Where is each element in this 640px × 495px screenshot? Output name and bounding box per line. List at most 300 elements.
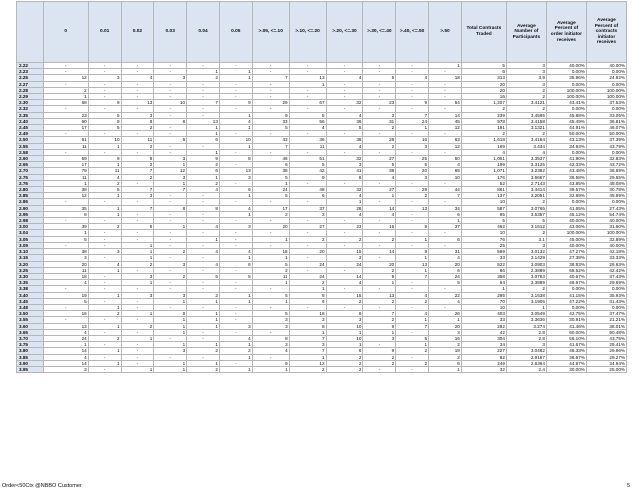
table-cell: 1	[219, 298, 252, 304]
table-cell: -	[121, 267, 154, 273]
table-cell: -	[187, 63, 220, 69]
table-cell: 36.83%	[546, 261, 586, 267]
table-cell: -	[43, 69, 88, 75]
table-cell: 2.4	[506, 366, 546, 372]
table-cell: 4	[363, 211, 396, 217]
table-cell: 41.67%	[546, 342, 586, 348]
table-cell: 8	[219, 156, 252, 162]
table-cell: -	[219, 87, 252, 93]
table-cell: -	[43, 106, 88, 112]
table-cell: 34.93%	[546, 143, 586, 149]
table-cell: 3	[252, 317, 289, 323]
table-cell: -	[363, 286, 396, 292]
table-cell: 1	[43, 342, 88, 348]
table-cell: 29	[396, 187, 429, 193]
row-label: 3.48	[17, 304, 44, 310]
table-cell: -	[187, 286, 220, 292]
table-cell: -	[88, 131, 121, 137]
table-cell: -	[429, 106, 462, 112]
table-cell: 1	[289, 286, 326, 292]
table-cell: -	[396, 366, 429, 372]
table-cell: 29.27%	[586, 354, 626, 360]
table-cell: 13	[187, 118, 220, 124]
table-cell: 249	[461, 360, 506, 366]
table-cell: 169	[461, 143, 506, 149]
column-header: >.05, <=.10	[252, 2, 289, 63]
table-cell: 7	[154, 187, 187, 193]
table-cell: 4	[43, 329, 88, 335]
table-cell: -	[187, 354, 220, 360]
table-cell: -	[219, 311, 252, 317]
row-label: 2.29	[17, 94, 44, 100]
table-cell: 3	[326, 255, 363, 261]
table-cell: 1	[154, 329, 187, 335]
table-cell: 56	[289, 118, 326, 124]
table-header	[17, 2, 627, 63]
row-label: 3.80	[17, 348, 44, 354]
table-cell: 8	[252, 335, 289, 341]
table-cell: 4	[396, 311, 429, 317]
table-cell: -	[154, 304, 187, 310]
header-row	[17, 2, 627, 63]
table-cell: -	[121, 298, 154, 304]
table-cell: 2	[121, 162, 154, 168]
table-cell: 1,051	[461, 156, 506, 162]
table-cell: -	[429, 180, 462, 186]
table-cell: 978	[461, 118, 506, 124]
table-cell: -	[363, 81, 396, 87]
table-cell: -	[154, 143, 187, 149]
table-cell: 24	[429, 273, 462, 279]
table-cell: 3	[43, 255, 88, 261]
table-cell: -	[121, 236, 154, 242]
table-cell: 0.00%	[586, 81, 626, 87]
table-cell: 1	[187, 131, 220, 137]
table-cell: -	[326, 149, 363, 155]
table-cell: -	[154, 106, 187, 112]
table-cell: 27.43%	[586, 205, 626, 211]
table-cell: -	[187, 242, 220, 248]
table-cell: 42	[289, 168, 326, 174]
table-cell: 313	[461, 75, 506, 81]
table-cell: -	[154, 125, 187, 131]
table-cell: 1	[429, 317, 462, 323]
table-cell: 2	[252, 267, 289, 273]
table-cell: 9	[88, 156, 121, 162]
table-cell: 14	[363, 249, 396, 255]
table-cell: 16	[429, 335, 462, 341]
table-cell: 1	[252, 180, 289, 186]
table-cell: 1	[363, 280, 396, 286]
row-label: 3.10	[17, 249, 44, 255]
row-label: 2.76	[17, 180, 44, 186]
row-label: 2.58	[17, 149, 44, 155]
row-label: 2.55	[17, 143, 44, 149]
table-cell: -	[154, 131, 187, 137]
table-cell: 1	[88, 360, 121, 366]
table-cell: 2	[289, 366, 326, 372]
table-cell: 1	[429, 63, 462, 69]
table-cell: -	[88, 298, 121, 304]
table-cell: 3.3636	[506, 317, 546, 323]
table-cell: -	[326, 131, 363, 137]
row-label: 3.90	[17, 360, 44, 366]
table-cell: 5	[252, 193, 289, 199]
table-cell: 4	[219, 205, 252, 211]
table-cell: 48	[289, 187, 326, 193]
table-cell: -	[187, 304, 220, 310]
table-cell: 11	[43, 174, 88, 180]
table-cell: 24	[326, 261, 363, 267]
table-cell: -	[326, 69, 363, 75]
table-cell: -	[252, 329, 289, 335]
table-cell: 43.06%	[546, 224, 586, 230]
table-cell: 38.01%	[586, 323, 626, 329]
table-cell: 3	[154, 261, 187, 267]
table-cell: -	[289, 304, 326, 310]
table-cell: 3.1538	[506, 292, 546, 298]
table-cell: 5	[252, 311, 289, 317]
row-label: 3.65	[17, 329, 44, 335]
table-cell: 45.12%	[546, 211, 586, 217]
table-cell: -	[289, 94, 326, 100]
table-cell: 9	[88, 100, 121, 106]
table-cell: 48.33%	[546, 348, 586, 354]
page-number: 5	[627, 483, 631, 489]
table-cell: 3	[121, 112, 154, 118]
table-cell: -	[289, 180, 326, 186]
table-cell: 23	[43, 112, 88, 118]
table-cell: 3.434	[506, 143, 546, 149]
column-header: Total Contracts Traded	[461, 2, 506, 63]
table-cell: 2	[326, 236, 363, 242]
table-cell: 0.00%	[546, 286, 586, 292]
table-cell: 100.00%	[586, 94, 626, 100]
table-cell: 51	[289, 156, 326, 162]
table-cell: 82	[461, 354, 506, 360]
table-cell: -	[154, 112, 187, 118]
table-cell: 3	[219, 174, 252, 180]
table-cell: 33	[461, 317, 506, 323]
table-cell: 1	[187, 149, 220, 155]
table-cell: -	[289, 218, 326, 224]
table-cell: 3.3889	[506, 280, 546, 286]
table-cell: 1	[396, 236, 429, 242]
table-cell: -	[187, 94, 220, 100]
table-cell: -	[363, 304, 396, 310]
table-cell: 2	[187, 180, 220, 186]
table-cell: 5	[289, 162, 326, 168]
table-cell: -	[396, 180, 429, 186]
table-cell: 9	[363, 273, 396, 279]
table-cell: -	[396, 304, 429, 310]
table-cell: 1	[43, 230, 88, 236]
column-header: 0	[43, 2, 88, 63]
row-label: 3.30	[17, 273, 44, 279]
row-label: 2.86	[17, 199, 44, 205]
table-cell: 7	[252, 75, 289, 81]
table-cell: -	[219, 360, 252, 366]
table-cell: 64	[461, 280, 506, 286]
table-cell: -	[154, 280, 187, 286]
table-cell: -	[252, 63, 289, 69]
row-label: 2.95	[17, 211, 44, 217]
table-cell: 32.89%	[586, 236, 626, 242]
table-cell: 0.00%	[586, 304, 626, 310]
table-cell: 4	[326, 112, 363, 118]
row-label: 3.55	[17, 317, 44, 323]
table-cell: 3.2362	[506, 168, 546, 174]
table-cell: -	[429, 304, 462, 310]
table-cell: 4	[326, 280, 363, 286]
table-cell: -	[219, 267, 252, 273]
table-cell: 3.4158	[506, 118, 546, 124]
table-cell: 12	[154, 168, 187, 174]
table-cell: 43.85%	[546, 180, 586, 186]
table-cell: -	[252, 149, 289, 155]
table-cell: -	[252, 106, 289, 112]
table-cell: 2	[506, 87, 546, 93]
table-cell: 8	[154, 205, 187, 211]
table-cell: 5	[43, 236, 88, 242]
table-cell: -	[43, 131, 88, 137]
row-label: 3.70	[17, 335, 44, 341]
table-cell: -	[396, 69, 429, 75]
table-cell: 33	[461, 255, 506, 261]
table-cell: 4	[187, 261, 220, 267]
table-cell: -	[187, 199, 220, 205]
table-cell: 13	[289, 75, 326, 81]
table-cell: 68.52%	[546, 267, 586, 273]
table-cell: 12	[43, 193, 88, 199]
table-cell: 37	[429, 224, 462, 230]
table-cell: -	[396, 87, 429, 93]
column-header	[17, 2, 44, 63]
table-cell: 9	[88, 118, 121, 124]
table-cell: 3	[121, 193, 154, 199]
table-cell: 14	[43, 360, 88, 366]
table-cell: 2	[121, 261, 154, 267]
table-cell: 45.88%	[546, 112, 586, 118]
footer-label: Order<50Ctx @NBBO Customer	[2, 483, 82, 489]
table-cell: 6	[252, 162, 289, 168]
table-cell: 17	[43, 162, 88, 168]
table-cell: 2	[461, 131, 506, 137]
table-cell: -	[121, 329, 154, 335]
table-cell: -	[252, 242, 289, 248]
table-cell: -	[396, 280, 429, 286]
table-cell: -	[429, 87, 462, 93]
table-cell: 8	[289, 292, 326, 298]
table-cell: 9	[396, 249, 429, 255]
table-cell: -	[88, 63, 121, 69]
table-cell: 36.81%	[586, 118, 626, 124]
table-cell: 2	[154, 249, 187, 255]
table-cell: 1	[154, 180, 187, 186]
table-cell: -	[252, 218, 289, 224]
table-cell: 10	[326, 335, 363, 341]
table-cell: 1	[252, 255, 289, 261]
row-label: 2.65	[17, 162, 44, 168]
table-cell: 2	[429, 342, 462, 348]
table-cell: 3.274	[506, 323, 546, 329]
table-cell: 2	[326, 298, 363, 304]
table-cell: -	[396, 94, 429, 100]
table-cell: 15	[326, 249, 363, 255]
table-cell: 1	[88, 323, 121, 329]
table-cell: 4	[219, 249, 252, 255]
row-label: 2.90	[17, 205, 44, 211]
table-cell: 2	[363, 317, 396, 323]
table-cell: 861	[461, 187, 506, 193]
table-cell: 41.15%	[546, 292, 586, 298]
table-cell: -	[429, 94, 462, 100]
table-cell: -	[363, 230, 396, 236]
table-cell: 37.39%	[586, 137, 626, 143]
table-cell: 1	[88, 162, 121, 168]
table-cell: -	[219, 218, 252, 224]
table-cell: 20	[252, 224, 289, 230]
table-cell: 20	[289, 249, 326, 255]
table-cell: 3	[154, 292, 187, 298]
table-cell: -	[219, 180, 252, 186]
table-cell: 35	[43, 205, 88, 211]
table-cell: -	[187, 280, 220, 286]
table-cell: 1,207	[461, 100, 506, 106]
table-cell: 4	[43, 354, 88, 360]
row-label: 2.49	[17, 131, 44, 137]
table-cell: -	[88, 199, 121, 205]
table-cell: 27.38%	[546, 255, 586, 261]
table-cell: 3	[289, 317, 326, 323]
table-cell: 2	[396, 348, 429, 354]
table-cell: 3	[252, 342, 289, 348]
table-cell: 13	[396, 205, 429, 211]
table-cell: -	[121, 69, 154, 75]
table-cell: 47.27%	[546, 249, 586, 255]
table-cell: 3	[121, 273, 154, 279]
table-cell: -	[289, 242, 326, 248]
table-cell: -	[43, 286, 88, 292]
table-cell: 19	[429, 348, 462, 354]
table-cell: 17	[252, 205, 289, 211]
table-cell: 1	[121, 335, 154, 341]
table-cell: 29.96%	[586, 348, 626, 354]
table-cell: -	[219, 199, 252, 205]
table-cell: 3.3125	[506, 162, 546, 168]
table-cell: 9	[219, 100, 252, 106]
table-cell: 2	[121, 323, 154, 329]
table-cell: 2	[289, 280, 326, 286]
table-cell: 18	[43, 273, 88, 279]
table-cell: -	[121, 304, 154, 310]
table-cell: 4	[326, 75, 363, 81]
table-cell: 4	[121, 75, 154, 81]
table-cell: -	[219, 63, 252, 69]
table-cell: 1	[88, 348, 121, 354]
table-cell: 3.3537	[506, 156, 546, 162]
table-cell: 3.0783	[506, 273, 546, 279]
row-label: 3.00	[17, 224, 44, 230]
table-cell: 176	[461, 174, 506, 180]
table-cell: 2	[219, 348, 252, 354]
table-cell: 45	[429, 118, 462, 124]
table-cell: 100.00%	[546, 94, 586, 100]
table-cell: -	[363, 366, 396, 372]
table-cell: -	[219, 162, 252, 168]
table-cell: -	[363, 255, 396, 261]
table-cell: 32	[326, 100, 363, 106]
table-cell: 1	[88, 211, 121, 217]
table-cell: 2	[326, 360, 363, 366]
table-cell: 24	[289, 261, 326, 267]
table-cell: 70	[461, 298, 506, 304]
table-cell: 20	[429, 261, 462, 267]
table-cell: 3	[326, 317, 363, 323]
table-cell: -	[88, 149, 121, 155]
table-cell: 4	[88, 174, 121, 180]
table-cell: 3.2051	[506, 193, 546, 199]
table-cell: 1	[219, 211, 252, 217]
table-cell: 52	[461, 180, 506, 186]
table-cell: -	[154, 286, 187, 292]
table-cell: -	[121, 63, 154, 69]
table-cell: 14	[326, 273, 363, 279]
table-cell: -	[326, 230, 363, 236]
table-cell: 0.00%	[586, 106, 626, 112]
table-cell: 1	[219, 125, 252, 131]
table-cell: 1	[88, 143, 121, 149]
table-cell: -	[219, 94, 252, 100]
table-cell: 4	[429, 162, 462, 168]
table-cell: 43.75%	[586, 335, 626, 341]
table-cell: -	[43, 63, 88, 69]
table-cell: 13	[363, 292, 396, 298]
table-cell: -	[154, 193, 187, 199]
table-cell: -	[154, 149, 187, 155]
table-cell: -	[396, 199, 429, 205]
table-cell: 1	[289, 354, 326, 360]
table-cell: -	[363, 94, 396, 100]
row-label: 2.27	[17, 81, 44, 87]
table-cell: -	[326, 81, 363, 87]
table-cell: 5	[363, 75, 396, 81]
table-cell: 3	[219, 323, 252, 329]
table-cell: 24.92%	[586, 75, 626, 81]
table-cell: 28	[363, 137, 396, 143]
table-cell: -	[252, 87, 289, 93]
table-cell: 6	[187, 168, 220, 174]
table-cell: 7	[396, 112, 429, 118]
table-cell: 1	[154, 224, 187, 230]
table-cell: -	[429, 199, 462, 205]
table-cell: 1	[219, 143, 252, 149]
table-cell: 5	[461, 63, 506, 69]
table-cell: 3.4121	[506, 100, 546, 106]
table-cell: 1	[88, 292, 121, 298]
table-cell: -	[154, 81, 187, 87]
table-cell: 5	[396, 335, 429, 341]
table-cell: -	[326, 286, 363, 292]
table-cell: 90.48%	[586, 329, 626, 335]
table-cell: 41	[326, 168, 363, 174]
table-cell: 3.1321	[506, 125, 546, 131]
table-cell: 9	[363, 348, 396, 354]
row-label: 3.38	[17, 286, 44, 292]
table-cell: -	[363, 131, 396, 137]
table-cell: -	[396, 329, 429, 335]
table-cell: 1	[187, 298, 220, 304]
